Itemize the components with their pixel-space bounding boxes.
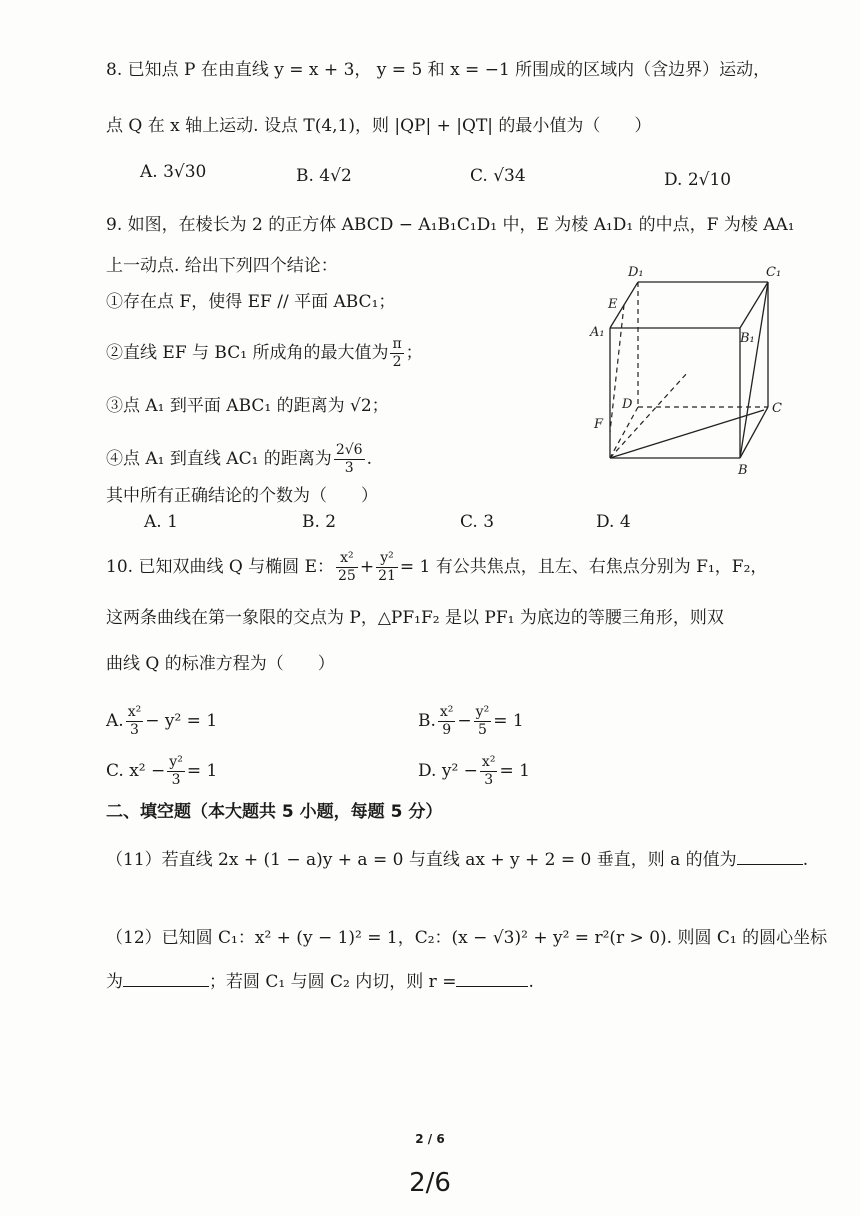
label-b: B — [738, 463, 748, 478]
label-d1: D₁ — [628, 265, 644, 280]
q9-option-c: C. 3 — [460, 512, 495, 532]
q9-statement-2: ②直线 EF 与 BC₁ 所成角的最大值为 $\frac{\pi}{2}$ ； — [106, 336, 423, 370]
q9-ask: 其中所有正确结论的个数为（ ） — [106, 486, 378, 506]
q12-line2: 为 ；若圆 C₁ 与圆 C₂ 内切，则 r = . — [106, 968, 534, 994]
q12-center-blank[interactable] — [123, 968, 209, 987]
q12-r-blank[interactable] — [456, 968, 528, 987]
q10-option-b: B. $\frac{\text{x²}}{9}$ − $\frac{\text{y²}}{5}$ = 1 — [418, 704, 524, 738]
page-number-large: 2/6 — [409, 1168, 451, 1198]
q10-frac-x2-25: $\frac{\text{x²}}{25}$ — [338, 550, 356, 584]
q9-fraction-2root6-over-3: $\frac{2√6}{3}$ — [335, 442, 363, 476]
q10-option-c: C. x² − $\frac{\text{y²}}{3}$ = 1 — [106, 754, 218, 788]
label-a1: A₁ — [590, 325, 605, 340]
q8-option-d: D. 2√10 — [664, 170, 732, 190]
q9-statement-4: ④点 A₁ 到直线 AC₁ 的距离为 $\frac{2√6}{3}$ . — [106, 442, 372, 476]
q9-line2: 上一动点. 给出下列四个结论： — [106, 256, 338, 276]
q10-line1: 10. 已知双曲线 Q 与椭圆 E： $\frac{\text{x²}}{25}$ + $\frac{\text{y²}}{21}$ = 1 有公共焦点，且左、右焦点分别为 F₁，F₂， — [106, 550, 768, 584]
q9-pi-over-2: $\frac{\pi}{2}$ — [392, 336, 402, 370]
section-fill-in-header: 二、填空题（本大题共 5 小题，每题 5 分） — [106, 802, 443, 822]
label-f: F — [594, 417, 604, 432]
label-c: C — [772, 401, 782, 416]
q9-line1: 9. 如图，在棱长为 2 的正方体 ABCD − A₁B₁C₁D₁ 中，E 为棱 A₁D₁ 的中点，F 为棱 AA₁ — [106, 215, 795, 235]
q12-line1: （12）已知圆 C₁：x² + (y − 1)² = 1，C₂：(x − √3)² + y² = r²(r > 0). 则圆 C₁ 的圆心坐标 — [106, 928, 828, 948]
q10-option-d: D. y² − $\frac{\text{x²}}{3}$ = 1 — [418, 754, 530, 788]
label-d: D — [622, 397, 633, 412]
q8-option-b: B. 4√2 — [296, 166, 352, 186]
q8-option-a: A. 3√30 — [140, 162, 207, 182]
q10-line3: 曲线 Q 的标准方程为（ ） — [106, 654, 335, 674]
q9-statement-3: ③点 A₁ 到平面 ABC₁ 的距离为 √2； — [106, 396, 389, 416]
q9-statement-1: ①存在点 F，使得 EF // 平面 ABC₁； — [106, 292, 396, 312]
page-number-small: 2 / 6 — [415, 1132, 445, 1146]
label-b1: B₁ — [740, 331, 755, 346]
q11-line: （11）若直线 2x + (1 − a)y + a = 0 与直线 ax + y + 2 = 0 垂直，则 a 的值为 . — [106, 846, 808, 872]
q10-frac-y2-21: $\frac{\text{y²}}{21}$ — [378, 550, 396, 584]
q11-answer-blank[interactable] — [737, 846, 803, 865]
q8-option-c: C. √34 — [470, 166, 526, 186]
label-c1: C₁ — [766, 265, 782, 280]
q9-option-d: D. 4 — [596, 512, 631, 532]
q10-option-a: A. $\frac{\text{x²}}{3}$ − y² = 1 — [106, 704, 218, 738]
q8-line2: 点 Q 在 x 轴上运动. 设点 T(4,1)，则 |QP| + |QT| 的最小值为（ ） — [106, 116, 652, 136]
segment-diagonal-hidden — [610, 372, 688, 458]
q8-line1: 8. 已知点 P 在由直线 y = x + 3， y = 5 和 x = −1 所围成的区域内（含边界）运动， — [106, 60, 771, 80]
q9-option-b: B. 2 — [302, 512, 337, 532]
cube-figure — [588, 262, 788, 482]
q10-line2: 这两条曲线在第一象限的交点为 P，△PF₁F₂ 是以 PF₁ 为底边的等腰三角形，则双 — [106, 608, 724, 628]
label-e: E — [608, 297, 618, 312]
q9-option-a: A. 1 — [144, 512, 178, 532]
